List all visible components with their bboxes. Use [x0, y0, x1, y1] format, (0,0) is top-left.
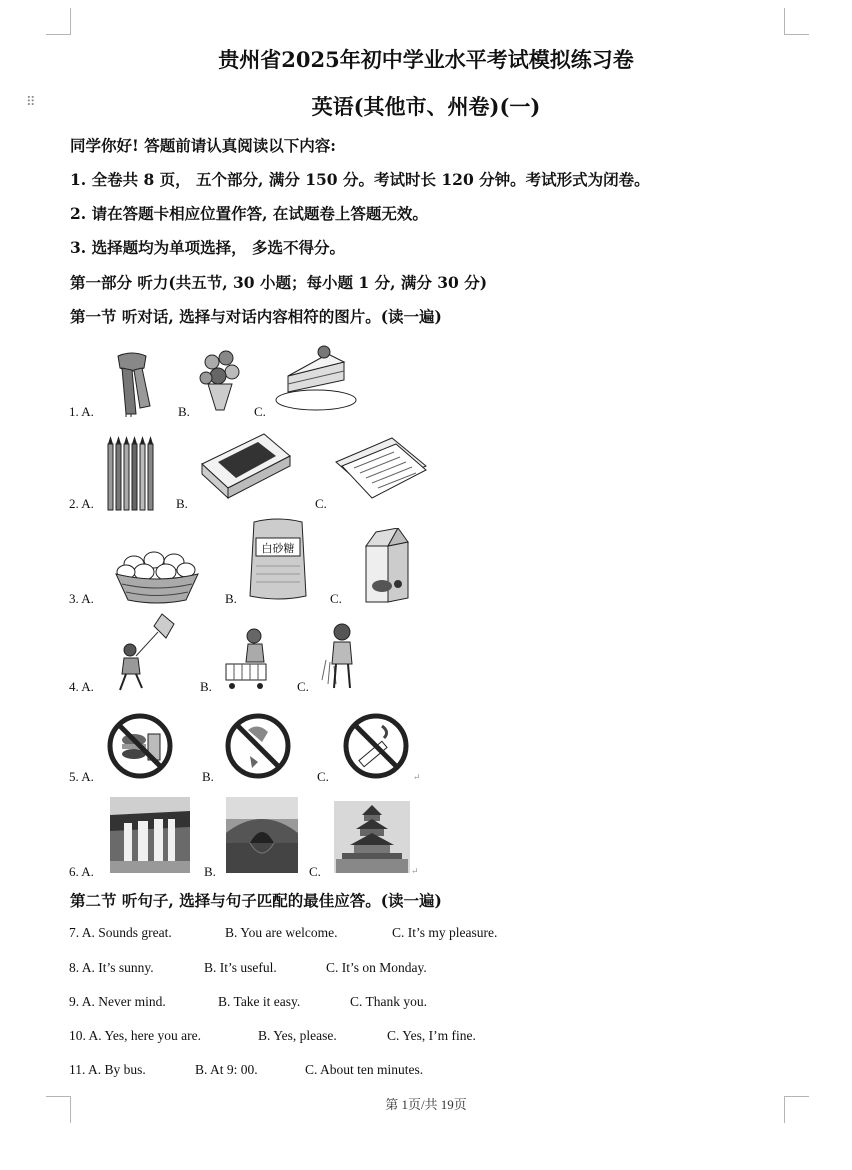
q9-option-b: B. Take it easy.	[218, 994, 301, 1009]
sugar-bag-label: 白砂糖	[261, 542, 295, 555]
page-corner-top-left	[46, 8, 71, 35]
part-one-heading: 第一部分 听力(共五节, 30 小题；每小题 1 分, 满分 30 分)	[70, 273, 488, 292]
drag-handle-icon[interactable]: ⠿	[26, 95, 36, 110]
stone-bridge-photo	[226, 797, 298, 873]
newspaper-icon	[334, 436, 428, 502]
page-corner-top-right	[784, 8, 809, 35]
q10-option-a: 10. A. Yes, here you are.	[69, 1028, 201, 1043]
intro-line: 同学你好! 答题前请认真阅读以下内容:	[70, 136, 336, 155]
eraser-icon	[198, 430, 294, 500]
page-subtitle: 英语(其他市、州卷)(一)	[311, 94, 541, 119]
shopping-cart-girl-icon	[222, 624, 274, 690]
q9-option-a: 9. A. Never mind.	[69, 994, 166, 1009]
no-smoking-icon	[342, 712, 410, 780]
page-title: 贵州省2025年初中学业水平考试模拟练习卷	[218, 47, 634, 72]
q11-option-c: C. About ten minutes.	[305, 1062, 424, 1077]
cake-slice-icon	[274, 340, 358, 412]
q2-option-a: 2. A.	[69, 496, 94, 511]
milk-carton-icon	[360, 528, 414, 604]
sugar-bag-icon	[246, 516, 310, 602]
q11-option-a: 11. A. By bus.	[69, 1062, 146, 1077]
pencils-icon	[106, 436, 158, 512]
q1-option-b: B.	[178, 404, 190, 419]
q3-option-a: 3. A.	[69, 591, 94, 606]
q5-option-a: 5. A.	[69, 769, 94, 784]
scarf-icon	[108, 350, 156, 418]
q4-option-a: 4. A.	[69, 679, 94, 694]
section-one-heading: 第一节 听对话, 选择与对话内容相符的图片。(读一遍)	[70, 307, 442, 326]
rule-1: 1. 全卷共 8 页， 五个部分, 满分 150 分。考试时长 120 分钟。考试形式为闭卷。	[70, 170, 650, 189]
no-food-drink-icon	[106, 712, 174, 780]
q1-option-a: 1. A.	[69, 404, 94, 419]
q5-option-b: B.	[202, 769, 214, 784]
q8-option-b: B. It’s useful.	[204, 960, 277, 975]
paragraph-mark-icon-2: ↵	[411, 867, 419, 877]
q11-option-b: B. At 9: 00.	[195, 1062, 258, 1077]
q9-option-c: C. Thank you.	[350, 994, 427, 1009]
q6-option-b: B.	[204, 864, 216, 879]
q1-option-c: C.	[254, 404, 266, 419]
waterfall-photo	[110, 797, 190, 873]
flower-bouquet-icon	[196, 348, 244, 416]
q7-option-b: B. You are welcome.	[225, 925, 338, 940]
q8-option-a: 8. A. It’s sunny.	[69, 960, 154, 975]
no-littering-icon	[224, 712, 292, 780]
q3-option-b: B.	[225, 591, 237, 606]
q10-option-c: C. Yes, I’m fine.	[387, 1028, 476, 1043]
q3-option-c: C.	[330, 591, 342, 606]
q6-option-a: 6. A.	[69, 864, 94, 879]
rule-2: 2. 请在答题卡相应位置作答, 在试题卷上答题无效。	[70, 204, 428, 223]
q7-option-a: 7. A. Sounds great.	[69, 925, 172, 940]
q6-option-c: C.	[309, 864, 321, 879]
temple-of-heaven-photo	[334, 801, 410, 873]
q4-option-b: B.	[200, 679, 212, 694]
q4-option-c: C.	[297, 679, 309, 694]
kite-girl-icon	[112, 612, 178, 692]
q7-option-c: C. It’s my pleasure.	[392, 925, 498, 940]
q10-option-b: B. Yes, please.	[258, 1028, 337, 1043]
rule-3: 3. 选择题均为单项选择， 多选不得分。	[70, 238, 345, 257]
watering-girl-icon	[318, 620, 362, 690]
egg-basket-icon	[112, 544, 202, 604]
q5-option-c: C.	[317, 769, 329, 784]
q8-option-c: C. It’s on Monday.	[326, 960, 427, 975]
section-two-heading: 第二节 听句子, 选择与句子匹配的最佳应答。(读一遍)	[70, 891, 442, 910]
paragraph-mark-icon: ↵	[413, 773, 421, 783]
q2-option-b: B.	[176, 496, 188, 511]
q2-option-c: C.	[315, 496, 327, 511]
page-number-footer: 第 1页/共 19页	[385, 1097, 467, 1112]
